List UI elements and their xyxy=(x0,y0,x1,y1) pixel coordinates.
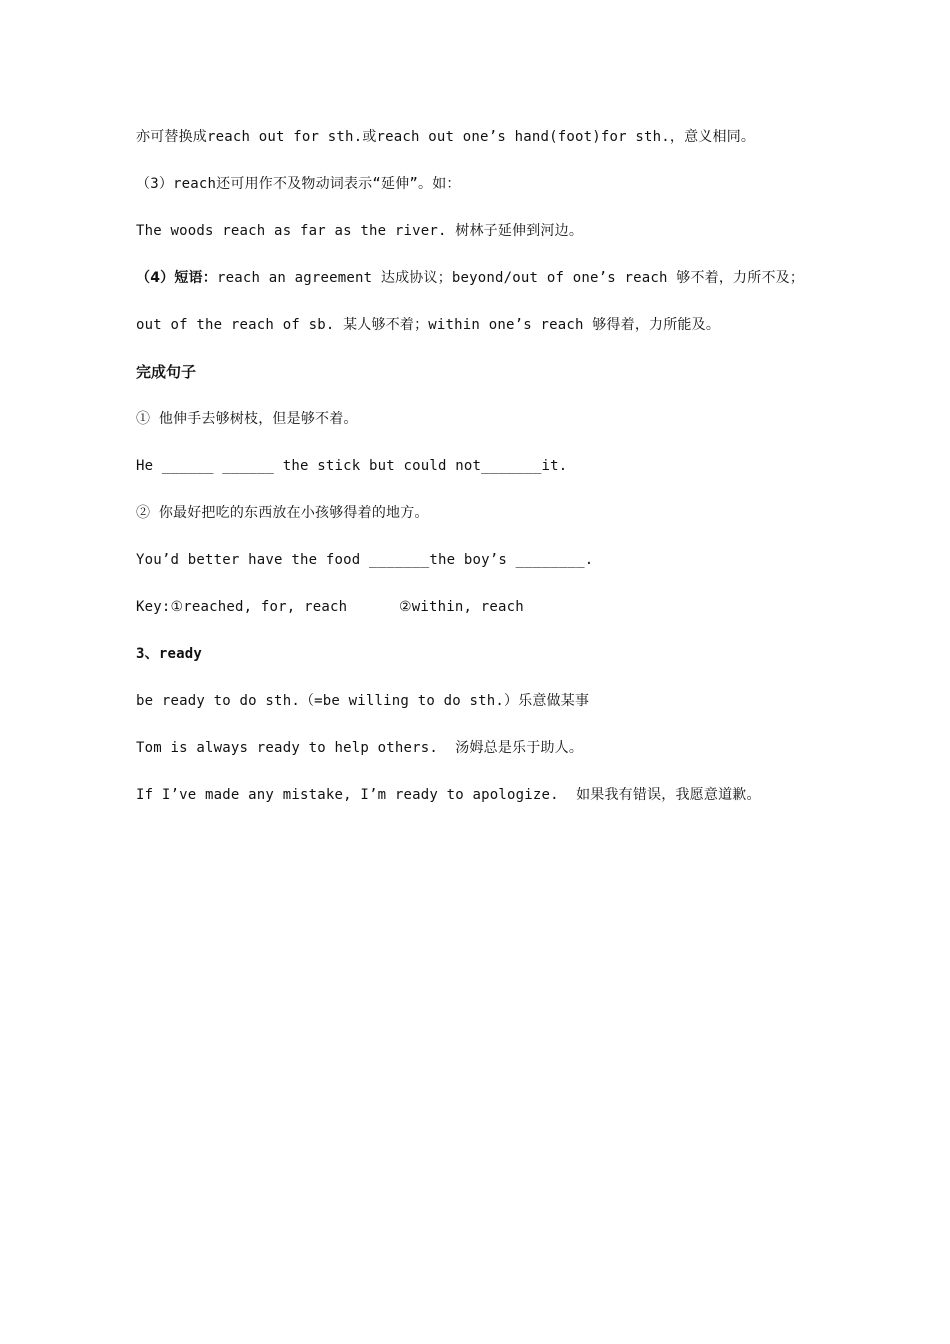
exercise-1-chinese: ① 他伸手去够树枝，但是够不着。 xyxy=(136,411,358,427)
ready-example-tom: Tom is always ready to help others. 汤姆总是乐于助人。 xyxy=(136,740,584,756)
section-heading-complete-sentences: 完成句子 xyxy=(136,363,197,381)
paragraph-phrases xyxy=(136,266,806,290)
answer-key: Key:①reached, for, reach ②within, reach xyxy=(136,599,524,615)
exercise-2-english: You’d better have the food _______the boy’s ________. xyxy=(136,552,594,568)
exercise-1-english: He ______ ______ the stick but could not_______it. xyxy=(136,458,568,474)
phrases-text: reach an agreement 达成协议；beyond/out of one’s reach 够不着，力所不及； xyxy=(216,270,805,286)
phrases-heading: （4）短语： xyxy=(136,270,217,286)
ready-definition: be ready to do sth.（=be willing to do sth.）乐意做某事 xyxy=(136,693,590,709)
document-content xyxy=(136,125,806,830)
paragraph-reach-alternatives: 亦可替换成reach out for sth.或reach out one’s hand(foot)for sth.，意义相同。 xyxy=(136,129,756,145)
ready-example-apologize: If I’ve made any mistake, I’m ready to apologize. 如果我有错误，我愿意道歉。 xyxy=(136,787,761,803)
example-woods-reach: The woods reach as far as the river. 树林子延伸到河边。 xyxy=(136,223,584,239)
paragraph-reach-intransitive: （3）reach还可用作不及物动词表示“延伸”。如： xyxy=(136,176,461,192)
section-heading-ready: 3、ready xyxy=(136,646,202,662)
exercise-2-chinese: ② 你最好把吃的东西放在小孩够得着的地方。 xyxy=(136,505,429,521)
paragraph-out-of-reach: out of the reach of sb. 某人够不着；within one’s reach 够得着，力所能及。 xyxy=(136,317,721,333)
